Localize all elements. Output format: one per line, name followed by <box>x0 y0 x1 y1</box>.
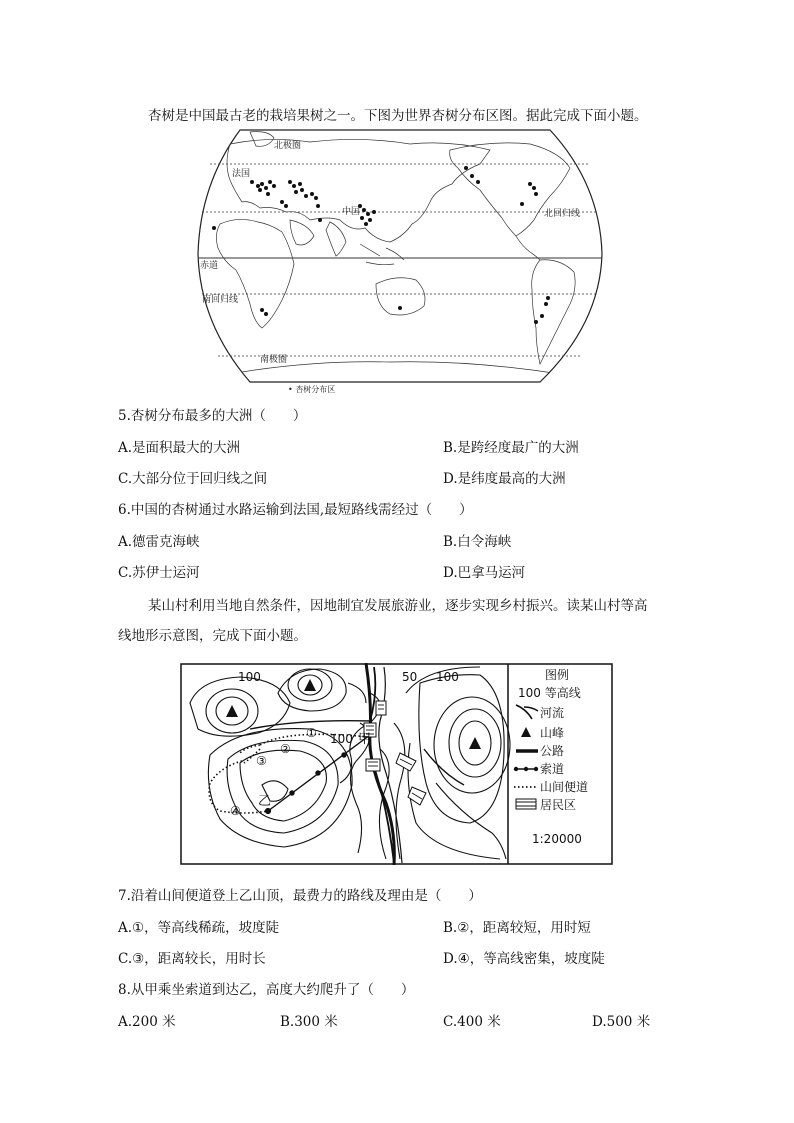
world-apricot-map <box>190 124 610 396</box>
label-tropic-capricorn: 南回归线 <box>202 295 239 305</box>
label-france: 法国 <box>232 169 251 179</box>
route-4-label: ④ <box>230 804 241 818</box>
route-1-label: ① <box>306 726 317 740</box>
contour-label-100-c: 100 <box>330 732 353 746</box>
q8-option-d[interactable]: D.500 米 <box>592 1014 651 1030</box>
legend-road: 公路 <box>540 744 565 758</box>
legend-residential-icon <box>516 799 536 809</box>
label-antarctic: 南极圈 <box>260 355 288 365</box>
q7-option-a[interactable]: A.①，等高线稀疏，坡度陡 <box>118 920 280 936</box>
q5-option-c[interactable]: C.大部分位于回归线之间 <box>118 471 268 487</box>
q7-option-d[interactable]: D.④，等高线密集，坡度陡 <box>443 951 605 967</box>
q5-option-a[interactable]: A.是面积最大的大洲 <box>118 440 241 456</box>
q8-option-b[interactable]: B.300 米 <box>280 1014 338 1030</box>
label-china: 中国 <box>342 207 361 217</box>
route-3-label: ③ <box>256 754 267 768</box>
point-yi: 乙 <box>258 794 272 809</box>
point-jia: 甲 <box>358 732 372 747</box>
legend-residential: 居民区 <box>540 798 577 812</box>
intro-paragraph-2-line-2: 线地形示意图，完成下面小题。 <box>118 628 307 644</box>
legend-cableway: 索道 <box>540 762 565 776</box>
contour-map-figure <box>180 663 613 865</box>
legend-peak: 山峰 <box>540 726 565 740</box>
map-legend: • 杏树分布区 <box>288 385 336 394</box>
legend-contour: 100 等高线 <box>518 686 581 700</box>
q5-option-d[interactable]: D.是纬度最高的大洲 <box>443 471 566 487</box>
q6-option-b[interactable]: B.白令海峡 <box>443 534 512 550</box>
label-tropic-cancer: 北回归线 <box>544 209 581 219</box>
q8-option-c[interactable]: C.400 米 <box>443 1014 501 1030</box>
question-5-stem: 5.杏树分布最多的大洲（ ） <box>118 408 307 424</box>
question-7-stem: 7.沿着山间便道登上乙山顶，最费力的路线及理由是（ ） <box>118 888 482 904</box>
q5-option-b[interactable]: B.是跨经度最广的大洲 <box>443 440 579 456</box>
legend-trail: 山间便道 <box>540 780 589 794</box>
contour-label-100-b: 100 <box>436 670 459 684</box>
label-equator: 赤道 <box>200 261 219 271</box>
legend-river: 河流 <box>540 706 565 720</box>
q7-option-c[interactable]: C.③，距离较长，用时长 <box>118 951 266 967</box>
q6-option-c[interactable]: C.苏伊士运河 <box>118 565 200 581</box>
q8-option-a[interactable]: A.200 米 <box>118 1014 176 1030</box>
label-arctic: 北极圈 <box>274 141 302 151</box>
legend-scale: 1:20000 <box>532 832 582 846</box>
contour-label-100-a: 100 <box>238 670 261 684</box>
q7-option-b[interactable]: B.②，距离较短，用时短 <box>443 920 591 936</box>
q6-option-a[interactable]: A.德雷克海峡 <box>118 534 200 550</box>
question-8-stem: 8.从甲乘坐索道到达乙，高度大约爬升了（ ） <box>118 982 415 998</box>
intro-paragraph-2-line-1: 某山村利用当地自然条件，因地制宜发展旅游业，逐步实现乡村振兴。读某山村等高 <box>148 598 648 614</box>
route-2-label: ② <box>280 742 291 756</box>
q6-option-d[interactable]: D.巴拿马运河 <box>443 565 526 581</box>
intro-paragraph-1: 杏树是中国最古老的栽培果树之一。下图为世界杏树分布区图。据此完成下面小题。 <box>148 108 648 124</box>
question-6-stem: 6.中国的杏树通过水路运输到法国,最短路线需经过（ ） <box>118 502 473 518</box>
legend-title: 图例 <box>545 668 570 682</box>
contour-label-50: 50 <box>402 670 418 684</box>
